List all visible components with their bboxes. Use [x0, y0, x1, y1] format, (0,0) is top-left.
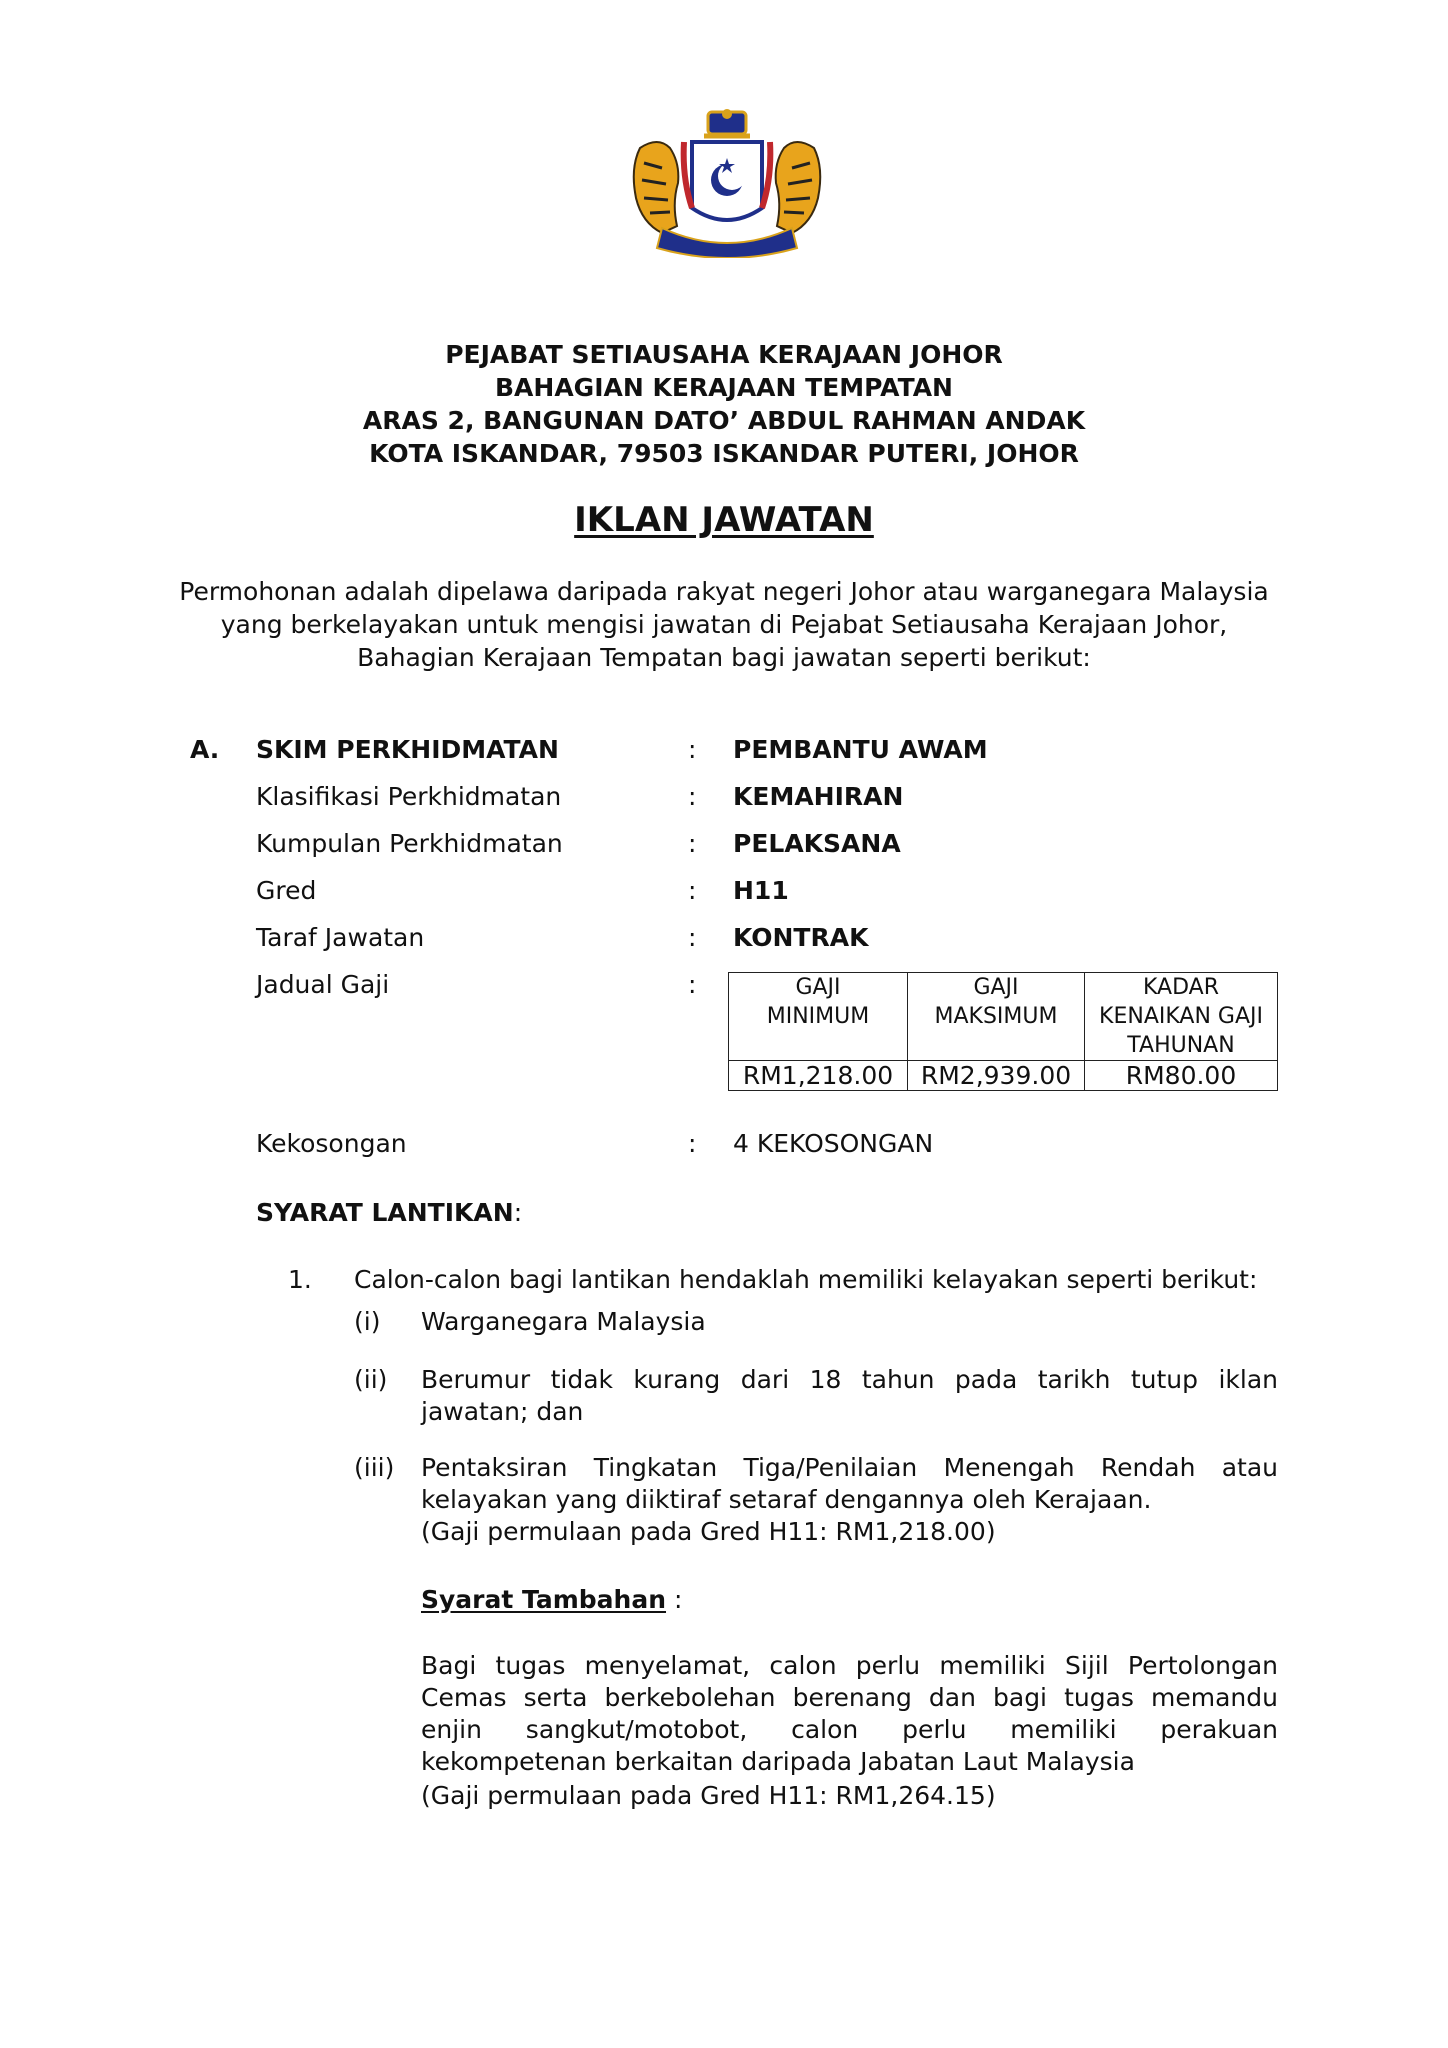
header-line-3: ARAS 2, BANGUNAN DATO’ ABDUL RAHMAN ANDAK	[362, 406, 1086, 435]
taraf-value: KONTRAK	[733, 923, 869, 952]
section-letter: A.	[190, 735, 220, 764]
tambahan-heading	[421, 1584, 682, 1616]
jadual-label: Jadual Gaji	[256, 970, 390, 999]
klasifikasi-label: Klasifikasi Perkhidmatan	[256, 782, 562, 811]
johor-crest	[622, 108, 832, 258]
salary-table	[728, 972, 1278, 1091]
skim-label: SKIM PERKHIDMATAN	[256, 735, 559, 764]
item-1-text: Calon-calon bagi lantikan hendaklah memiliki kelayakan seperti berikut:	[354, 1265, 1258, 1294]
salary-value-row	[729, 1061, 1278, 1091]
gred-label: Gred	[256, 876, 317, 905]
klasifikasi-colon: :	[688, 782, 697, 811]
sub-item-iii-text: Pentaksiran Tingkatan Tiga/Penilaian Menengah Rendah atau kelayakan yang diiktiraf setaraf dengannya oleh Kerajaan.	[421, 1453, 1278, 1514]
syarat-heading-text: SYARAT LANTIKAN	[256, 1198, 514, 1227]
header-cell-maksimum: GAJI MAKSIMUM	[908, 973, 1085, 1061]
gred-value: H11	[733, 876, 789, 905]
header-cell-kadar: KADAR KENAIKAN GAJI TAHUNAN	[1085, 973, 1278, 1061]
taraf-colon: :	[688, 923, 697, 952]
header-line-4: KOTA ISKANDAR, 79503 ISKANDAR PUTERI, JOHOR	[369, 439, 1079, 468]
page-title: IKLAN JAWATAN	[574, 500, 874, 540]
kumpulan-label: Kumpulan Perkhidmatan	[256, 829, 563, 858]
syarat-heading-colon: :	[513, 1198, 523, 1227]
sub-item-iii-note: (Gaji permulaan pada Gred H11: RM1,218.00)	[421, 1517, 996, 1546]
kumpulan-value: PELAKSANA	[733, 829, 901, 858]
value-kadar: RM80.00	[1085, 1061, 1278, 1091]
tambahan-heading-text: Syarat Tambahan	[421, 1585, 667, 1614]
syarat-heading	[256, 1195, 522, 1231]
tambahan-paragraph: Bagi tugas menyelamat, calon perlu memiliki Sijil Pertolongan Cemas serta berkebolehan berenang dan bagi tugas memandu enjin sangkut/motobot, calon perlu memiliki perakuan kekompetenan berkaitan daripada Jabatan Laut Malaysia	[421, 1651, 1278, 1776]
office-header	[0, 338, 1448, 470]
kekosongan-value: 4 KEKOSONGAN	[733, 1129, 934, 1158]
header-line-1: PEJABAT SETIAUSAHA KERAJAAN JOHOR	[445, 340, 1003, 369]
value-minimum: RM1,218.00	[729, 1061, 908, 1091]
salary-header-row	[729, 973, 1278, 1061]
header-line-2: BAHAGIAN KERAJAAN TEMPATAN	[495, 373, 953, 402]
value-maksimum: RM2,939.00	[908, 1061, 1085, 1091]
jadual-colon: :	[688, 970, 697, 999]
skim-value: PEMBANTU AWAM	[733, 735, 988, 764]
sub-item-ii-text: Berumur tidak kurang dari 18 tahun pada tarikh tutup iklan jawatan; dan	[421, 1365, 1278, 1426]
tambahan-note: (Gaji permulaan pada Gred H11: RM1,264.15)	[421, 1781, 996, 1810]
intro-paragraph: Permohonan adalah dipelawa daripada rakyat negeri Johor atau warganegara Malaysia yang berkelayakan untuk mengisi jawatan di Pejabat Setiausaha Kerajaan Johor, Bahagian Kerajaan Tempatan bagi jawatan seperti berikut:	[179, 577, 1269, 672]
sub-item-i-marker: (i)	[354, 1307, 381, 1336]
sub-item-i-text: Warganegara Malaysia	[421, 1307, 706, 1336]
item-1-number: 1.	[288, 1265, 312, 1294]
crest-icon	[622, 108, 832, 258]
sub-item-iii-marker: (iii)	[354, 1453, 395, 1482]
taraf-label: Taraf Jawatan	[256, 923, 425, 952]
kekosongan-colon: :	[688, 1129, 697, 1158]
kumpulan-colon: :	[688, 829, 697, 858]
kekosongan-label: Kekosongan	[256, 1129, 407, 1158]
sub-item-ii-marker: (ii)	[354, 1365, 388, 1394]
klasifikasi-value: KEMAHIRAN	[733, 782, 904, 811]
header-cell-minimum: GAJI MINIMUM	[729, 973, 908, 1061]
gred-colon: :	[688, 876, 697, 905]
skim-colon: :	[688, 735, 697, 764]
tambahan-heading-colon: :	[666, 1585, 683, 1614]
